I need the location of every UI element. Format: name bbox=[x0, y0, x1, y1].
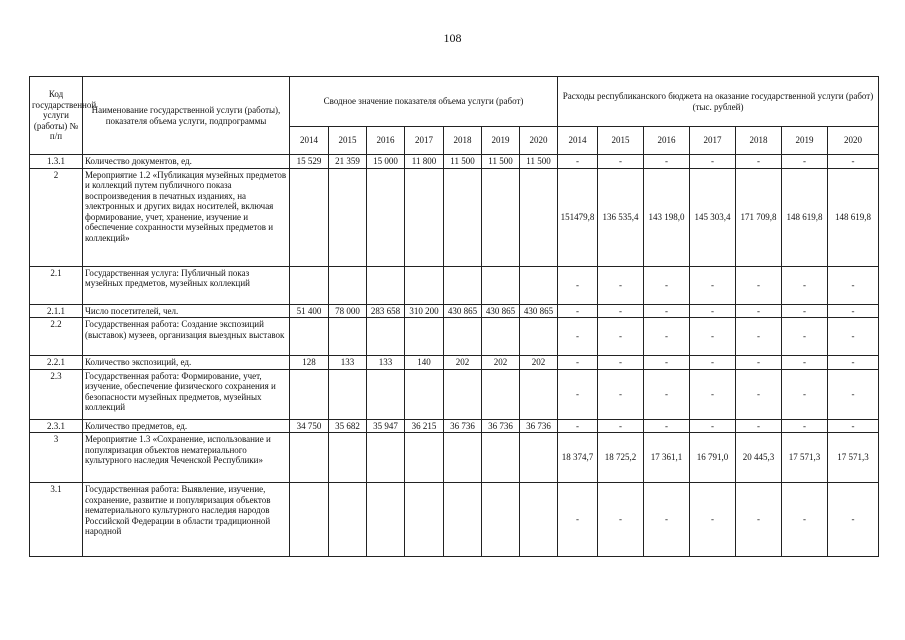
table-row bbox=[30, 304, 879, 318]
volume-cell bbox=[405, 318, 444, 356]
volume-cell bbox=[444, 318, 482, 356]
row-code: 2.2 bbox=[30, 318, 83, 356]
expense-cell: 148 619,8 bbox=[828, 168, 879, 266]
volume-cell bbox=[482, 266, 520, 304]
expense-cell: 151479,8 bbox=[558, 168, 598, 266]
volume-cell bbox=[405, 483, 444, 557]
expense-cell: - bbox=[558, 155, 598, 169]
volume-cell bbox=[482, 168, 520, 266]
volume-cell: 140 bbox=[405, 356, 444, 370]
expense-cell: - bbox=[558, 266, 598, 304]
expense-cell: - bbox=[644, 419, 690, 433]
row-code: 3.1 bbox=[30, 483, 83, 557]
expense-cell: 18 725,2 bbox=[598, 433, 644, 483]
expense-cell: - bbox=[690, 356, 736, 370]
row-name: Государственная работа: Выявление, изучение, сохранение, развитие и популяризация объектов нематериального культурного наследия народов Российской Федерации в области традиционной народной bbox=[83, 483, 290, 557]
row-code: 2.3.1 bbox=[30, 419, 83, 433]
expense-cell: - bbox=[736, 356, 782, 370]
volume-cell bbox=[367, 483, 405, 557]
table-row bbox=[30, 483, 879, 557]
expense-cell: 17 571,3 bbox=[828, 433, 879, 483]
table-row bbox=[30, 318, 879, 356]
expense-cell: - bbox=[736, 419, 782, 433]
expense-cell: - bbox=[736, 318, 782, 356]
expense-cell: 17 361,1 bbox=[644, 433, 690, 483]
expense-cell: 136 535,4 bbox=[598, 168, 644, 266]
volume-cell: 430 865 bbox=[482, 304, 520, 318]
volume-cell bbox=[482, 483, 520, 557]
header-expense: Расходы республиканского бюджета на оказание государственной услуги (работ) (тыс. рублей) bbox=[558, 77, 879, 127]
expense-cell: - bbox=[558, 369, 598, 419]
expense-cell: - bbox=[782, 304, 828, 318]
volume-cell bbox=[290, 433, 329, 483]
expense-cell: - bbox=[644, 266, 690, 304]
volume-cell bbox=[520, 369, 558, 419]
volume-cell bbox=[367, 369, 405, 419]
expense-cell: 16 791,0 bbox=[690, 433, 736, 483]
expense-cell: - bbox=[558, 356, 598, 370]
expense-cell: - bbox=[558, 483, 598, 557]
volume-cell bbox=[405, 266, 444, 304]
volume-cell: 34 750 bbox=[290, 419, 329, 433]
volume-cell bbox=[444, 433, 482, 483]
year-volume: 2020 bbox=[520, 127, 558, 155]
row-name: Количество документов, ед. bbox=[83, 155, 290, 169]
expense-cell: - bbox=[690, 155, 736, 169]
volume-cell: 283 658 bbox=[367, 304, 405, 318]
volume-cell: 11 500 bbox=[520, 155, 558, 169]
expense-cell: - bbox=[558, 419, 598, 433]
year-volume: 2016 bbox=[367, 127, 405, 155]
volume-cell: 36 215 bbox=[405, 419, 444, 433]
year-expense: 2014 bbox=[558, 127, 598, 155]
volume-cell: 15 000 bbox=[367, 155, 405, 169]
expense-cell: 18 374,7 bbox=[558, 433, 598, 483]
year-expense: 2019 bbox=[782, 127, 828, 155]
expense-cell: 20 445,3 bbox=[736, 433, 782, 483]
volume-cell bbox=[290, 266, 329, 304]
row-code: 2.1.1 bbox=[30, 304, 83, 318]
table-row bbox=[30, 168, 879, 266]
year-expense: 2016 bbox=[644, 127, 690, 155]
year-volume: 2019 bbox=[482, 127, 520, 155]
year-volume: 2018 bbox=[444, 127, 482, 155]
row-code: 2.1 bbox=[30, 266, 83, 304]
year-expense: 2018 bbox=[736, 127, 782, 155]
volume-cell: 133 bbox=[329, 356, 367, 370]
row-name: Количество предметов, ед. bbox=[83, 419, 290, 433]
volume-cell bbox=[482, 318, 520, 356]
volume-cell bbox=[482, 433, 520, 483]
expense-cell: 145 303,4 bbox=[690, 168, 736, 266]
expense-cell: - bbox=[782, 369, 828, 419]
volume-cell: 36 736 bbox=[482, 419, 520, 433]
row-name: Количество экспозиций, ед. bbox=[83, 356, 290, 370]
volume-cell: 133 bbox=[367, 356, 405, 370]
volume-cell bbox=[405, 369, 444, 419]
row-name: Государственная работа: Создание экспозиций (выставок) музеев, организация выездных выставок bbox=[83, 318, 290, 356]
expense-cell: - bbox=[782, 356, 828, 370]
volume-cell: 310 200 bbox=[405, 304, 444, 318]
volume-cell bbox=[329, 266, 367, 304]
volume-cell bbox=[367, 433, 405, 483]
volume-cell bbox=[329, 433, 367, 483]
expense-cell: - bbox=[644, 356, 690, 370]
expense-cell: - bbox=[782, 266, 828, 304]
expense-cell: - bbox=[598, 318, 644, 356]
table-row bbox=[30, 155, 879, 169]
volume-cell bbox=[520, 433, 558, 483]
volume-cell bbox=[444, 168, 482, 266]
expense-cell: - bbox=[644, 483, 690, 557]
row-code: 3 bbox=[30, 433, 83, 483]
volume-cell bbox=[290, 168, 329, 266]
expense-cell: - bbox=[828, 318, 879, 356]
volume-cell bbox=[520, 266, 558, 304]
row-name: Мероприятие 1.2 «Публикация музейных предметов и коллекций путем публичного показа воспроизведения в печатных изданиях, на электронных и других видах носителей, включая формирование, учет, хранение, изучение и обеспечение сохранности музейных предметов и коллекций» bbox=[83, 168, 290, 266]
row-name: Государственная работа: Формирование, учет, изучение, обеспечение физического сохранения и безопасности музейных предметов, музейных коллекций bbox=[83, 369, 290, 419]
expense-cell: - bbox=[690, 266, 736, 304]
volume-cell bbox=[444, 266, 482, 304]
volume-cell: 202 bbox=[520, 356, 558, 370]
expense-cell: - bbox=[644, 369, 690, 419]
expense-cell: - bbox=[736, 483, 782, 557]
volume-cell bbox=[290, 318, 329, 356]
year-volume: 2017 bbox=[405, 127, 444, 155]
volume-cell bbox=[329, 168, 367, 266]
expense-cell: - bbox=[558, 304, 598, 318]
expense-cell: - bbox=[598, 483, 644, 557]
table-row bbox=[30, 356, 879, 370]
page-number: 108 bbox=[443, 31, 462, 45]
row-name: Государственная услуга: Публичный показ музейных предметов, музейных коллекций bbox=[83, 266, 290, 304]
expense-cell: - bbox=[828, 356, 879, 370]
expense-cell: - bbox=[782, 483, 828, 557]
row-code: 2.3 bbox=[30, 369, 83, 419]
volume-cell: 15 529 bbox=[290, 155, 329, 169]
expense-cell: - bbox=[598, 356, 644, 370]
row-code: 2.2.1 bbox=[30, 356, 83, 370]
header-volume: Сводное значение показателя объема услуги (работ) bbox=[290, 77, 558, 127]
volume-cell bbox=[405, 433, 444, 483]
volume-cell: 36 736 bbox=[520, 419, 558, 433]
expense-cell: - bbox=[690, 369, 736, 419]
table-row bbox=[30, 419, 879, 433]
header-row bbox=[30, 77, 879, 127]
expense-cell: - bbox=[644, 304, 690, 318]
year-expense: 2015 bbox=[598, 127, 644, 155]
expense-cell: - bbox=[690, 304, 736, 318]
volume-cell bbox=[482, 369, 520, 419]
expense-cell: - bbox=[598, 155, 644, 169]
expense-cell: 148 619,8 bbox=[782, 168, 828, 266]
expense-cell: - bbox=[828, 419, 879, 433]
volume-cell: 430 865 bbox=[520, 304, 558, 318]
header-name: Наименование государственной услуги (работы), показателя объема услуги, подпрограммы bbox=[83, 77, 290, 155]
expense-cell: - bbox=[782, 155, 828, 169]
volume-cell: 202 bbox=[482, 356, 520, 370]
volume-cell: 202 bbox=[444, 356, 482, 370]
expense-cell: - bbox=[690, 419, 736, 433]
expense-cell: - bbox=[644, 155, 690, 169]
volume-cell: 21 359 bbox=[329, 155, 367, 169]
volume-cell bbox=[520, 318, 558, 356]
expense-cell: - bbox=[828, 304, 879, 318]
expense-cell: 171 709,8 bbox=[736, 168, 782, 266]
table-row bbox=[30, 266, 879, 304]
volume-cell: 35 947 bbox=[367, 419, 405, 433]
budget-table bbox=[29, 76, 879, 557]
year-volume: 2014 bbox=[290, 127, 329, 155]
volume-cell: 11 500 bbox=[482, 155, 520, 169]
volume-cell bbox=[520, 483, 558, 557]
table-row bbox=[30, 433, 879, 483]
volume-cell: 51 400 bbox=[290, 304, 329, 318]
expense-cell: - bbox=[736, 304, 782, 318]
expense-cell: - bbox=[736, 266, 782, 304]
volume-cell bbox=[444, 369, 482, 419]
expense-cell: - bbox=[782, 318, 828, 356]
expense-cell: - bbox=[598, 266, 644, 304]
year-expense: 2017 bbox=[690, 127, 736, 155]
volume-cell bbox=[367, 168, 405, 266]
year-expense: 2020 bbox=[828, 127, 879, 155]
expense-cell: 17 571,3 bbox=[782, 433, 828, 483]
row-name: Число посетителей, чел. bbox=[83, 304, 290, 318]
row-code: 2 bbox=[30, 168, 83, 266]
volume-cell bbox=[367, 266, 405, 304]
volume-cell: 11 500 bbox=[444, 155, 482, 169]
expense-cell: - bbox=[690, 318, 736, 356]
volume-cell: 11 800 bbox=[405, 155, 444, 169]
volume-cell bbox=[444, 483, 482, 557]
expense-cell: - bbox=[598, 419, 644, 433]
expense-cell: - bbox=[828, 155, 879, 169]
volume-cell: 78 000 bbox=[329, 304, 367, 318]
volume-cell: 36 736 bbox=[444, 419, 482, 433]
header-code: Код государственной услуги (работы) № п/п bbox=[30, 77, 83, 155]
volume-cell bbox=[405, 168, 444, 266]
expense-cell: - bbox=[598, 304, 644, 318]
expense-cell: - bbox=[828, 369, 879, 419]
expense-cell: - bbox=[736, 155, 782, 169]
volume-cell bbox=[329, 318, 367, 356]
expense-cell: - bbox=[690, 483, 736, 557]
expense-cell: - bbox=[736, 369, 782, 419]
year-volume: 2015 bbox=[329, 127, 367, 155]
table-row bbox=[30, 369, 879, 419]
table-body bbox=[30, 155, 879, 557]
expense-cell: - bbox=[644, 318, 690, 356]
volume-cell: 128 bbox=[290, 356, 329, 370]
volume-cell bbox=[290, 369, 329, 419]
volume-cell: 430 865 bbox=[444, 304, 482, 318]
row-name: Мероприятие 1.3 «Сохранение, использование и популяризация объектов нематериального культурного наследия Чеченской Республики» bbox=[83, 433, 290, 483]
volume-cell bbox=[329, 369, 367, 419]
volume-cell: 35 682 bbox=[329, 419, 367, 433]
expense-cell: - bbox=[828, 483, 879, 557]
volume-cell bbox=[290, 483, 329, 557]
row-code: 1.3.1 bbox=[30, 155, 83, 169]
volume-cell bbox=[329, 483, 367, 557]
volume-cell bbox=[520, 168, 558, 266]
volume-cell bbox=[367, 318, 405, 356]
expense-cell: 143 198,0 bbox=[644, 168, 690, 266]
expense-cell: - bbox=[598, 369, 644, 419]
expense-cell: - bbox=[828, 266, 879, 304]
expense-cell: - bbox=[782, 419, 828, 433]
expense-cell: - bbox=[558, 318, 598, 356]
